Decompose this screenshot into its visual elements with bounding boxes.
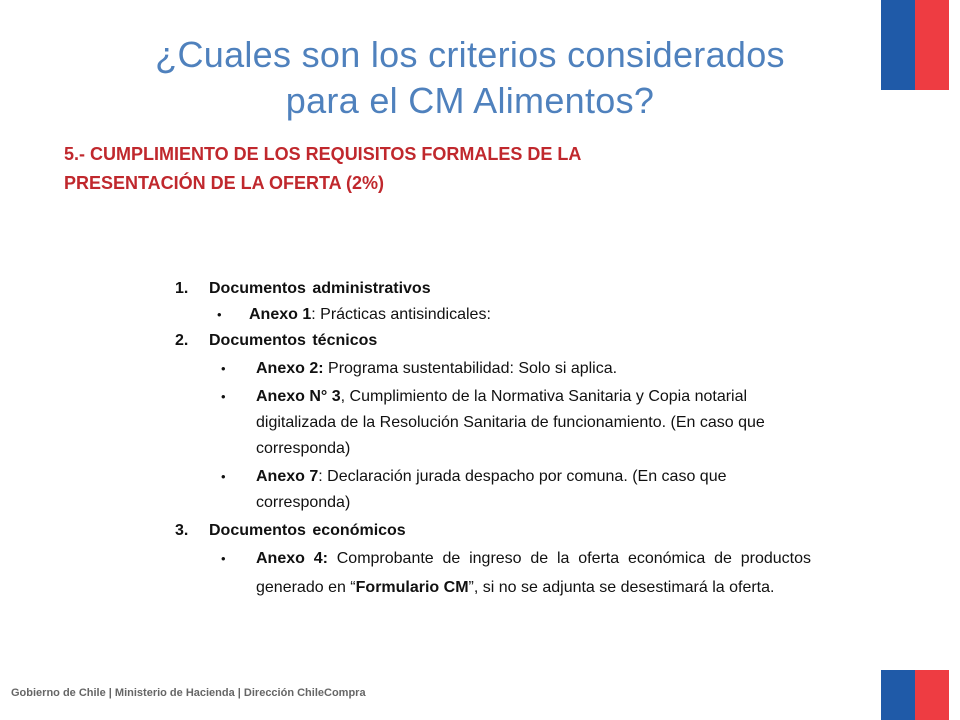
bullet-text: Programa sustentabilidad: Solo si aplica. [323, 360, 618, 377]
flag-red-band [915, 670, 949, 720]
bullet-icon: • [221, 389, 226, 404]
bullet-text: : Prácticas antisindicales: [311, 306, 491, 323]
bullet-text-before: Comprobante de ingreso de la oferta económica de productos generado en “ [256, 550, 811, 596]
numbered-item-economicos [175, 518, 811, 544]
bullet-bold-label: Anexo 1 [249, 306, 312, 323]
item-heading: Documentos técnicos [209, 332, 378, 349]
subtitle-line-2: PRESENTACIÓN DE LA OFERTA (2%) [64, 173, 385, 193]
title-line-2: para el CM Alimentos? [285, 80, 655, 121]
title-line-1: ¿Cuales son los criterios considerados [155, 34, 785, 75]
bullet-text: : Declaración jurada despacho por comuna. (En caso que corresponda) [256, 468, 727, 511]
bullet-anexo-3 [175, 384, 811, 462]
bullet-text-after: ”, si no se adjunta se desestimará la oferta. [468, 579, 775, 596]
slide-title [60, 32, 880, 124]
bullet-bold-label: Anexo 7 [256, 468, 319, 485]
bullet-icon: • [217, 307, 222, 322]
bullet-bold-label: Anexo 2: [256, 360, 324, 377]
item-number: 1. [175, 280, 189, 297]
bullet-bold-label: Anexo N° 3 [256, 388, 341, 405]
numbered-item-tecnicos [175, 328, 811, 354]
bullet-bold-label: Anexo 4: [256, 550, 328, 567]
flag-blue-band [881, 0, 915, 90]
bullet-bold-inline: Formulario CM [355, 579, 469, 596]
criteria-list [175, 276, 811, 602]
footer-credits: Gobierno de Chile | Ministerio de Hacienda | Dirección ChileCompra [11, 687, 366, 699]
bullet-anexo-4 [175, 544, 811, 602]
bullet-icon: • [221, 361, 226, 376]
bullet-icon: • [221, 469, 226, 484]
flag-decoration-top [881, 0, 949, 90]
bullet-icon: • [221, 551, 226, 566]
numbered-item-administrativos [175, 276, 811, 302]
item-number: 3. [175, 522, 189, 539]
item-heading: Documentos económicos [209, 522, 406, 539]
flag-red-band [915, 0, 949, 90]
bullet-text: , Cumplimiento de la Normativa Sanitaria y Copia notarial digitalizada de la Resolución Sanitaria de funcionamiento. (En caso que corresponda) [256, 388, 765, 457]
bullet-anexo-1 [175, 302, 811, 328]
item-number: 2. [175, 332, 189, 349]
flag-decoration-bottom [881, 670, 949, 720]
section-subtitle [64, 140, 684, 198]
item-heading: Documentos administrativos [209, 280, 431, 297]
bullet-anexo-7 [175, 464, 811, 516]
flag-blue-band [881, 670, 915, 720]
bullet-anexo-2 [175, 356, 811, 382]
subtitle-line-1: 5.- CUMPLIMIENTO DE LOS REQUISITOS FORMALES DE LA [64, 144, 582, 164]
